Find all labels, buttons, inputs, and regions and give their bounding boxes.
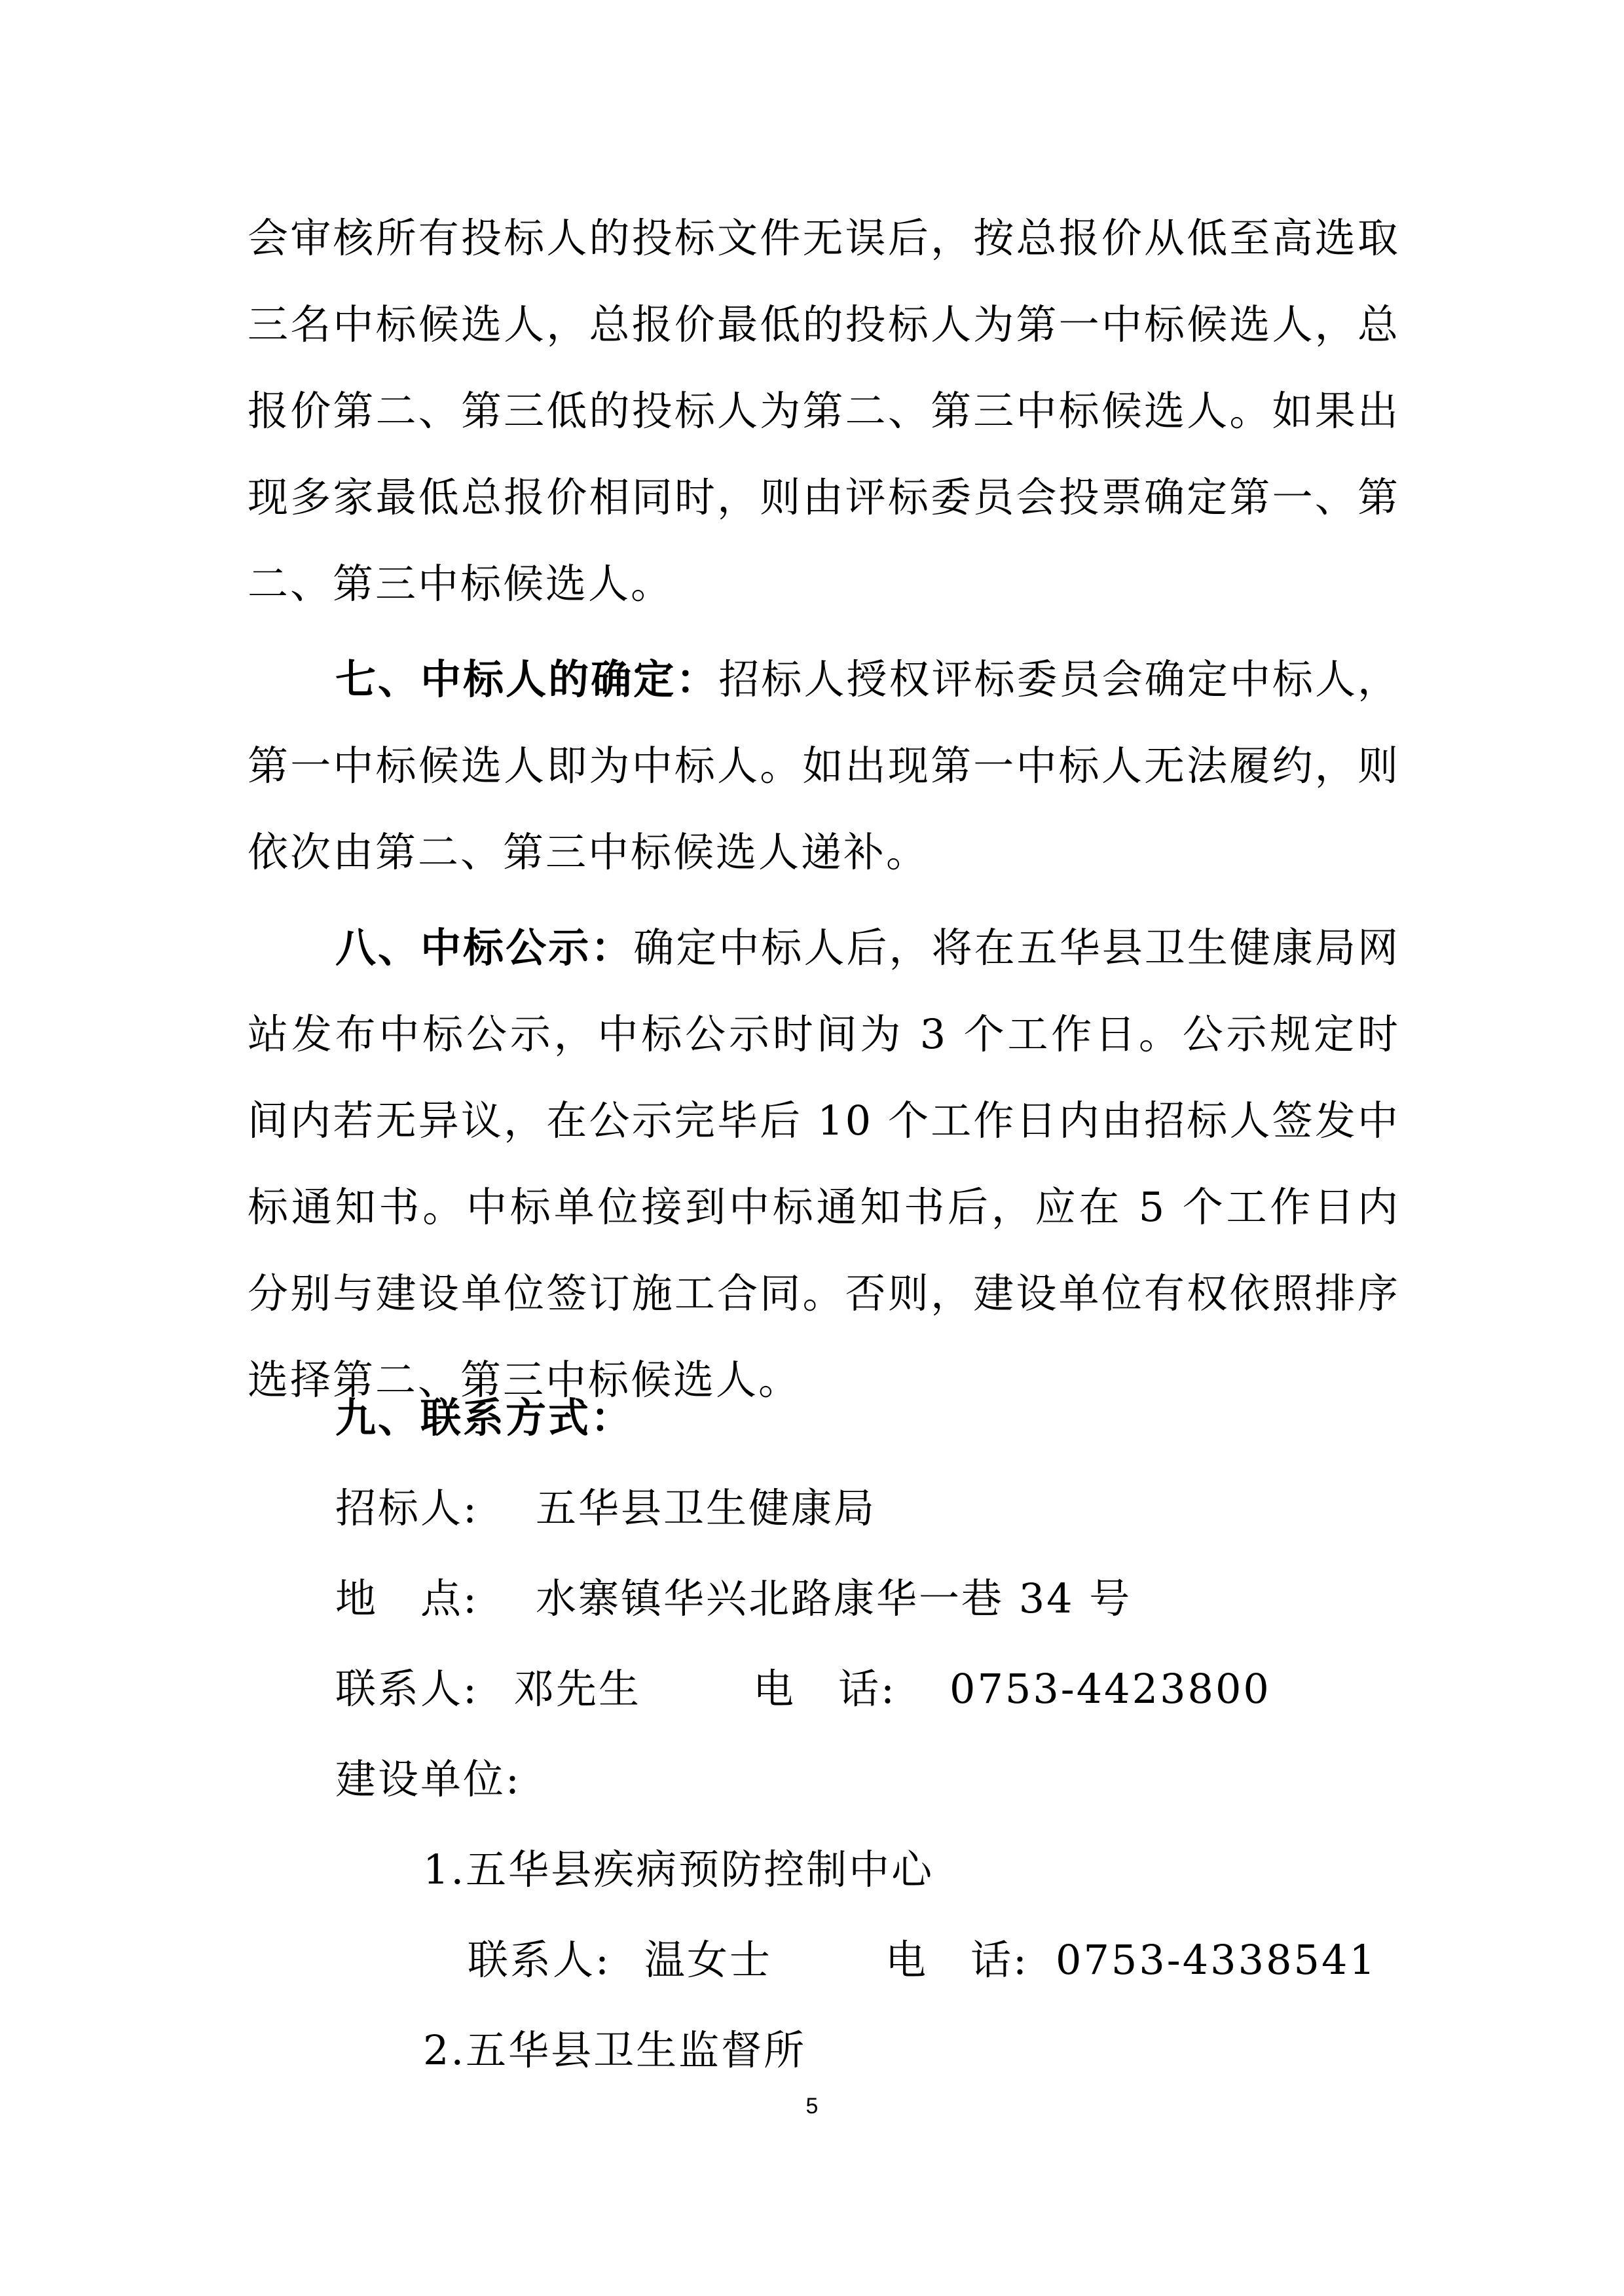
page-number: 5 [805, 2094, 819, 2119]
heading-winner-determination: 七、中标人的确定： [335, 655, 719, 703]
address-value: 水寨镇华兴北路康华一巷 34 号 [536, 1575, 1132, 1622]
builder-label: 建设单位: [335, 1755, 521, 1803]
text-winner-determination: 招标人授权评标委员会确定中标人，第一中标候选人即为中标人。如出现第一中标人无法履约，则依次由第二、第三中标候选人递补。 [248, 655, 1400, 876]
address-label: 地 点: [335, 1575, 479, 1622]
phone-label: 电 话: [753, 1665, 896, 1713]
tenderer-value: 五华县卫生健康局 [536, 1484, 877, 1532]
unit-1-name: 1.五华县疾病预防控制中心 [423, 1846, 934, 1893]
contact-person-label: 联系人: [335, 1665, 479, 1713]
tenderer-label: 招标人: [335, 1484, 479, 1532]
heading-winner-announcement: 八、中标公示： [335, 924, 634, 972]
body-text [248, 195, 1400, 1432]
contact-person-value: 邓先生 [513, 1665, 642, 1713]
unit-1-phone-value: 0753-4338541 [1056, 1936, 1377, 1984]
paragraph-evaluation-result: 会审核所有投标人的投标文件无误后，按总报价从低至高选取三名中标候选人，总报价最低的投标人为第一中标候选人，总报价第二、第三低的投标人为第二、第三中标候选人。如果出现多家最低总报价相同时，则由评标委员会投票确定第一、第二、第三中标候选人。 [248, 214, 1400, 608]
phone-value: 0753-4423800 [950, 1665, 1271, 1713]
unit-1-contact-value: 温女士 [644, 1936, 773, 1984]
paragraph-winner-announcement [248, 905, 1400, 1423]
unit-2-name: 2.五华县卫生监督所 [423, 2026, 807, 2074]
unit-1-contact-label: 联系人: [468, 1936, 611, 1984]
text-winner-announcement: 确定中标人后，将在五华县卫生健康局网站发布中标公示，中标公示时间为 3 个工作日。公示规定时间内若无异议，在公示完毕后 10 个工作日内由招标人签发中标通知书。中标单位接到中标通知书后，应在 5 个工作日内分别与建设单位签订施工合同。否则，建设单位有权依照排序选择第二、第三中标候选人。 [248, 924, 1400, 1404]
unit-1-phone-label: 电 话: [885, 1936, 1029, 1984]
heading-contact: 九、联系方式： [335, 1394, 634, 1442]
paragraph-winner-determination [248, 636, 1400, 896]
